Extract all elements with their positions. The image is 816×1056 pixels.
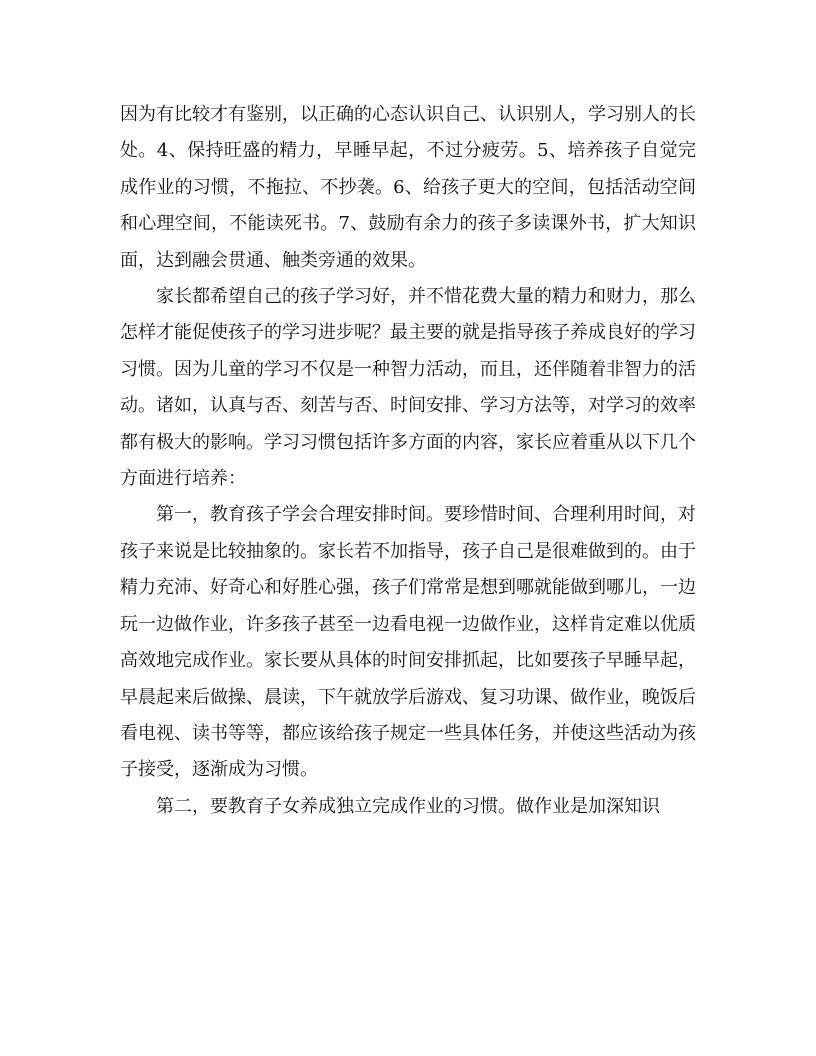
paragraph-second-homework: 第二，要教育子女养成独立完成作业的习惯。做作业是加深知识 <box>156 795 660 817</box>
paragraph-continuation: 因为有比较才有鉴别，以正确的心态认识自己、认识别人，学习别人的长处。4、保持旺盛的精力，早睡早起，不过分疲劳。5、培养孩子自觉完成作业的习惯，不拖拉、不抄袭。6、给孩子更大的空间，包括活动空间和心理空间，不能读死书。7、鼓励有余力的孩子多读课外书，扩大知识面，达到融会贯通、触类旁通的效果。 <box>120 104 696 271</box>
paragraph-parents-hope: 家长都希望自己的孩子学习好，并不惜花费大量的精力和财力，那么怎样才能促使孩子的学习进步呢？最主要的就是指导孩子养成良好的学习习惯。因为儿童的学习不仅是一种智力活动，而且，还伴随着非智力的活动。诸如，认真与否、刻苦与否、时间安排、学习方法等，对学习的效率都有极大的影响。学习习惯包括许多方面的内容，家长应着重从以下几个方面进行培养： <box>120 286 696 490</box>
document-body <box>120 97 696 825</box>
paragraph-first-time-management: 第一，教育孩子学会合理安排时间。要珍惜时间、合理利用时间，对孩子来说是比较抽象的。家长若不加指导，孩子自己是很难做到的。由于精力充沛、好奇心和好胜心强，孩子们常常是想到哪就能做到哪儿，一边玩一边做作业，许多孩子甚至一边看电视一边做作业，这样肯定难以优质高效地完成作业。家长要从具体的时间安排抓起，比如要孩子早睡早起，早晨起来后做操、晨读，下午就放学后游戏、复习功课、做作业，晚饭后看电视、读书等等，都应该给孩子规定一些具体任务，并使这些活动为孩子接受，逐渐成为习惯。 <box>120 504 696 781</box>
